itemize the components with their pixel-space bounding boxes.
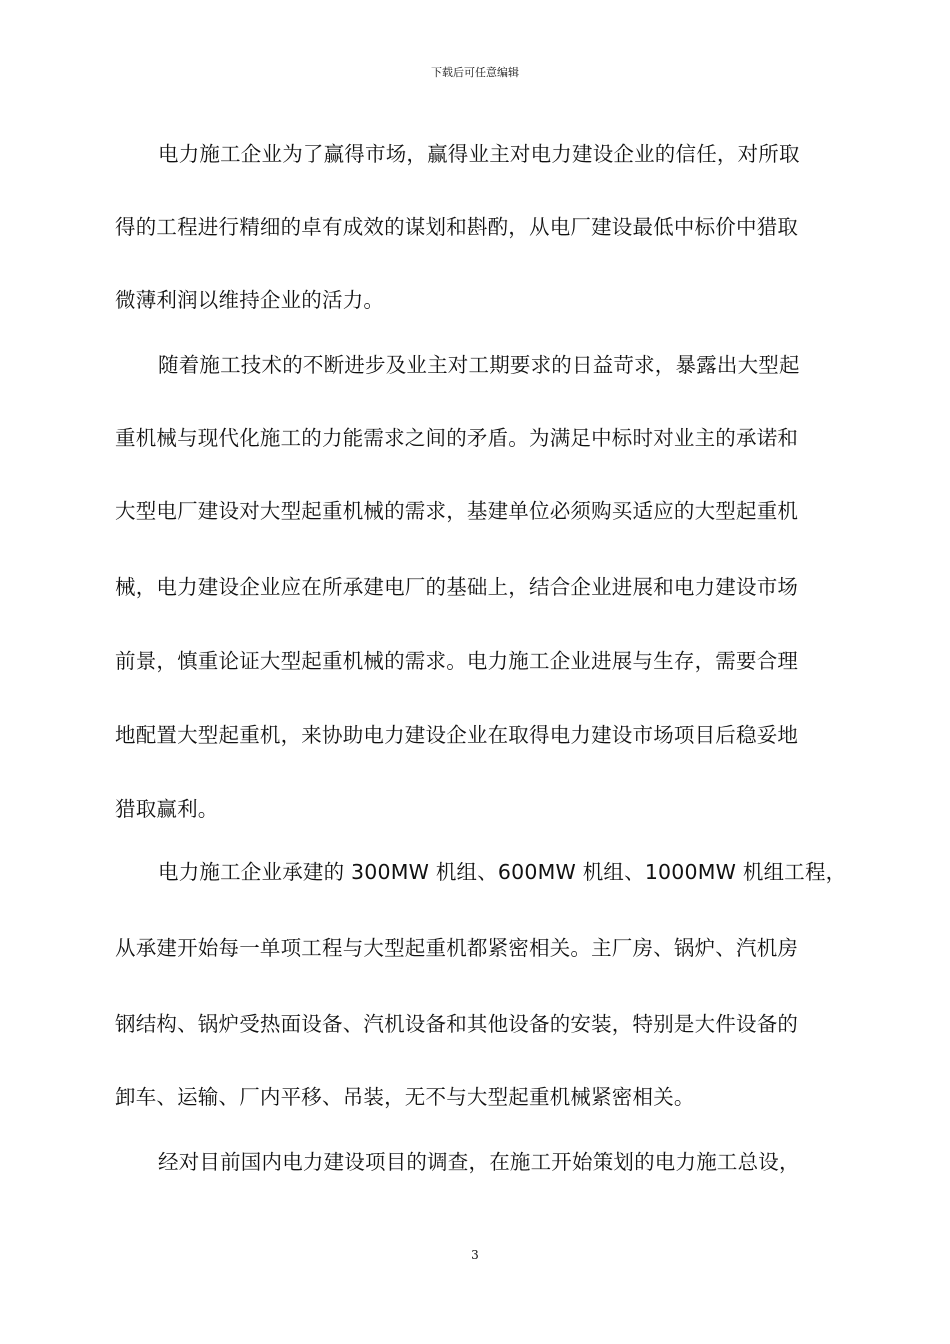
page-number: 3 [471, 1248, 479, 1262]
body-line: 得的工程进行精细的卓有成效的谋划和斟酌，从电厂建设最低中标价中猎取 [115, 215, 799, 239]
page-header: 下载后可任意编辑 [431, 66, 519, 79]
body-line: 卸车、运输、厂内平移、吊装，无不与大型起重机械紧密相关。 [115, 1085, 695, 1109]
body-line: 从承建开始每一单项工程与大型起重机都紧密相关。主厂房、锅炉、汽机房 [115, 936, 799, 960]
body-line: 械，电力建设企业应在所承建电厂的基础上，结合企业进展和电力建设市场 [115, 575, 799, 599]
body-line: 前景，慎重论证大型起重机械的需求。电力施工企业进展与生存，需要合理 [115, 649, 799, 673]
body-line: 电力施工企业为了赢得市场，赢得业主对电力建设企业的信任，对所取 [158, 142, 800, 166]
body-line: 随着施工技术的不断进步及业主对工期要求的日益苛求，暴露出大型起 [158, 353, 800, 377]
body-line: 电力施工企业承建的 300MW 机组、600MW 机组、1000MW 机组工程， [158, 860, 847, 884]
body-line: 大型电厂建设对大型起重机械的需求，基建单位必须购买适应的大型起重机 [115, 499, 799, 523]
body-line: 微薄利润以维持企业的活力。 [115, 288, 385, 312]
body-line: 钢结构、锅炉受热面设备、汽机设备和其他设备的安装，特别是大件设备的 [115, 1012, 799, 1036]
body-line: 重机械与现代化施工的力能需求之间的矛盾。为满足中标时对业主的承诺和 [115, 426, 799, 450]
body-line: 地配置大型起重机，来协助电力建设企业在取得电力建设市场项目后稳妥地 [115, 723, 799, 747]
body-line: 猎取赢利。 [115, 797, 219, 821]
body-line: 经对目前国内电力建设项目的调查，在施工开始策划的电力施工总设， [158, 1150, 800, 1174]
